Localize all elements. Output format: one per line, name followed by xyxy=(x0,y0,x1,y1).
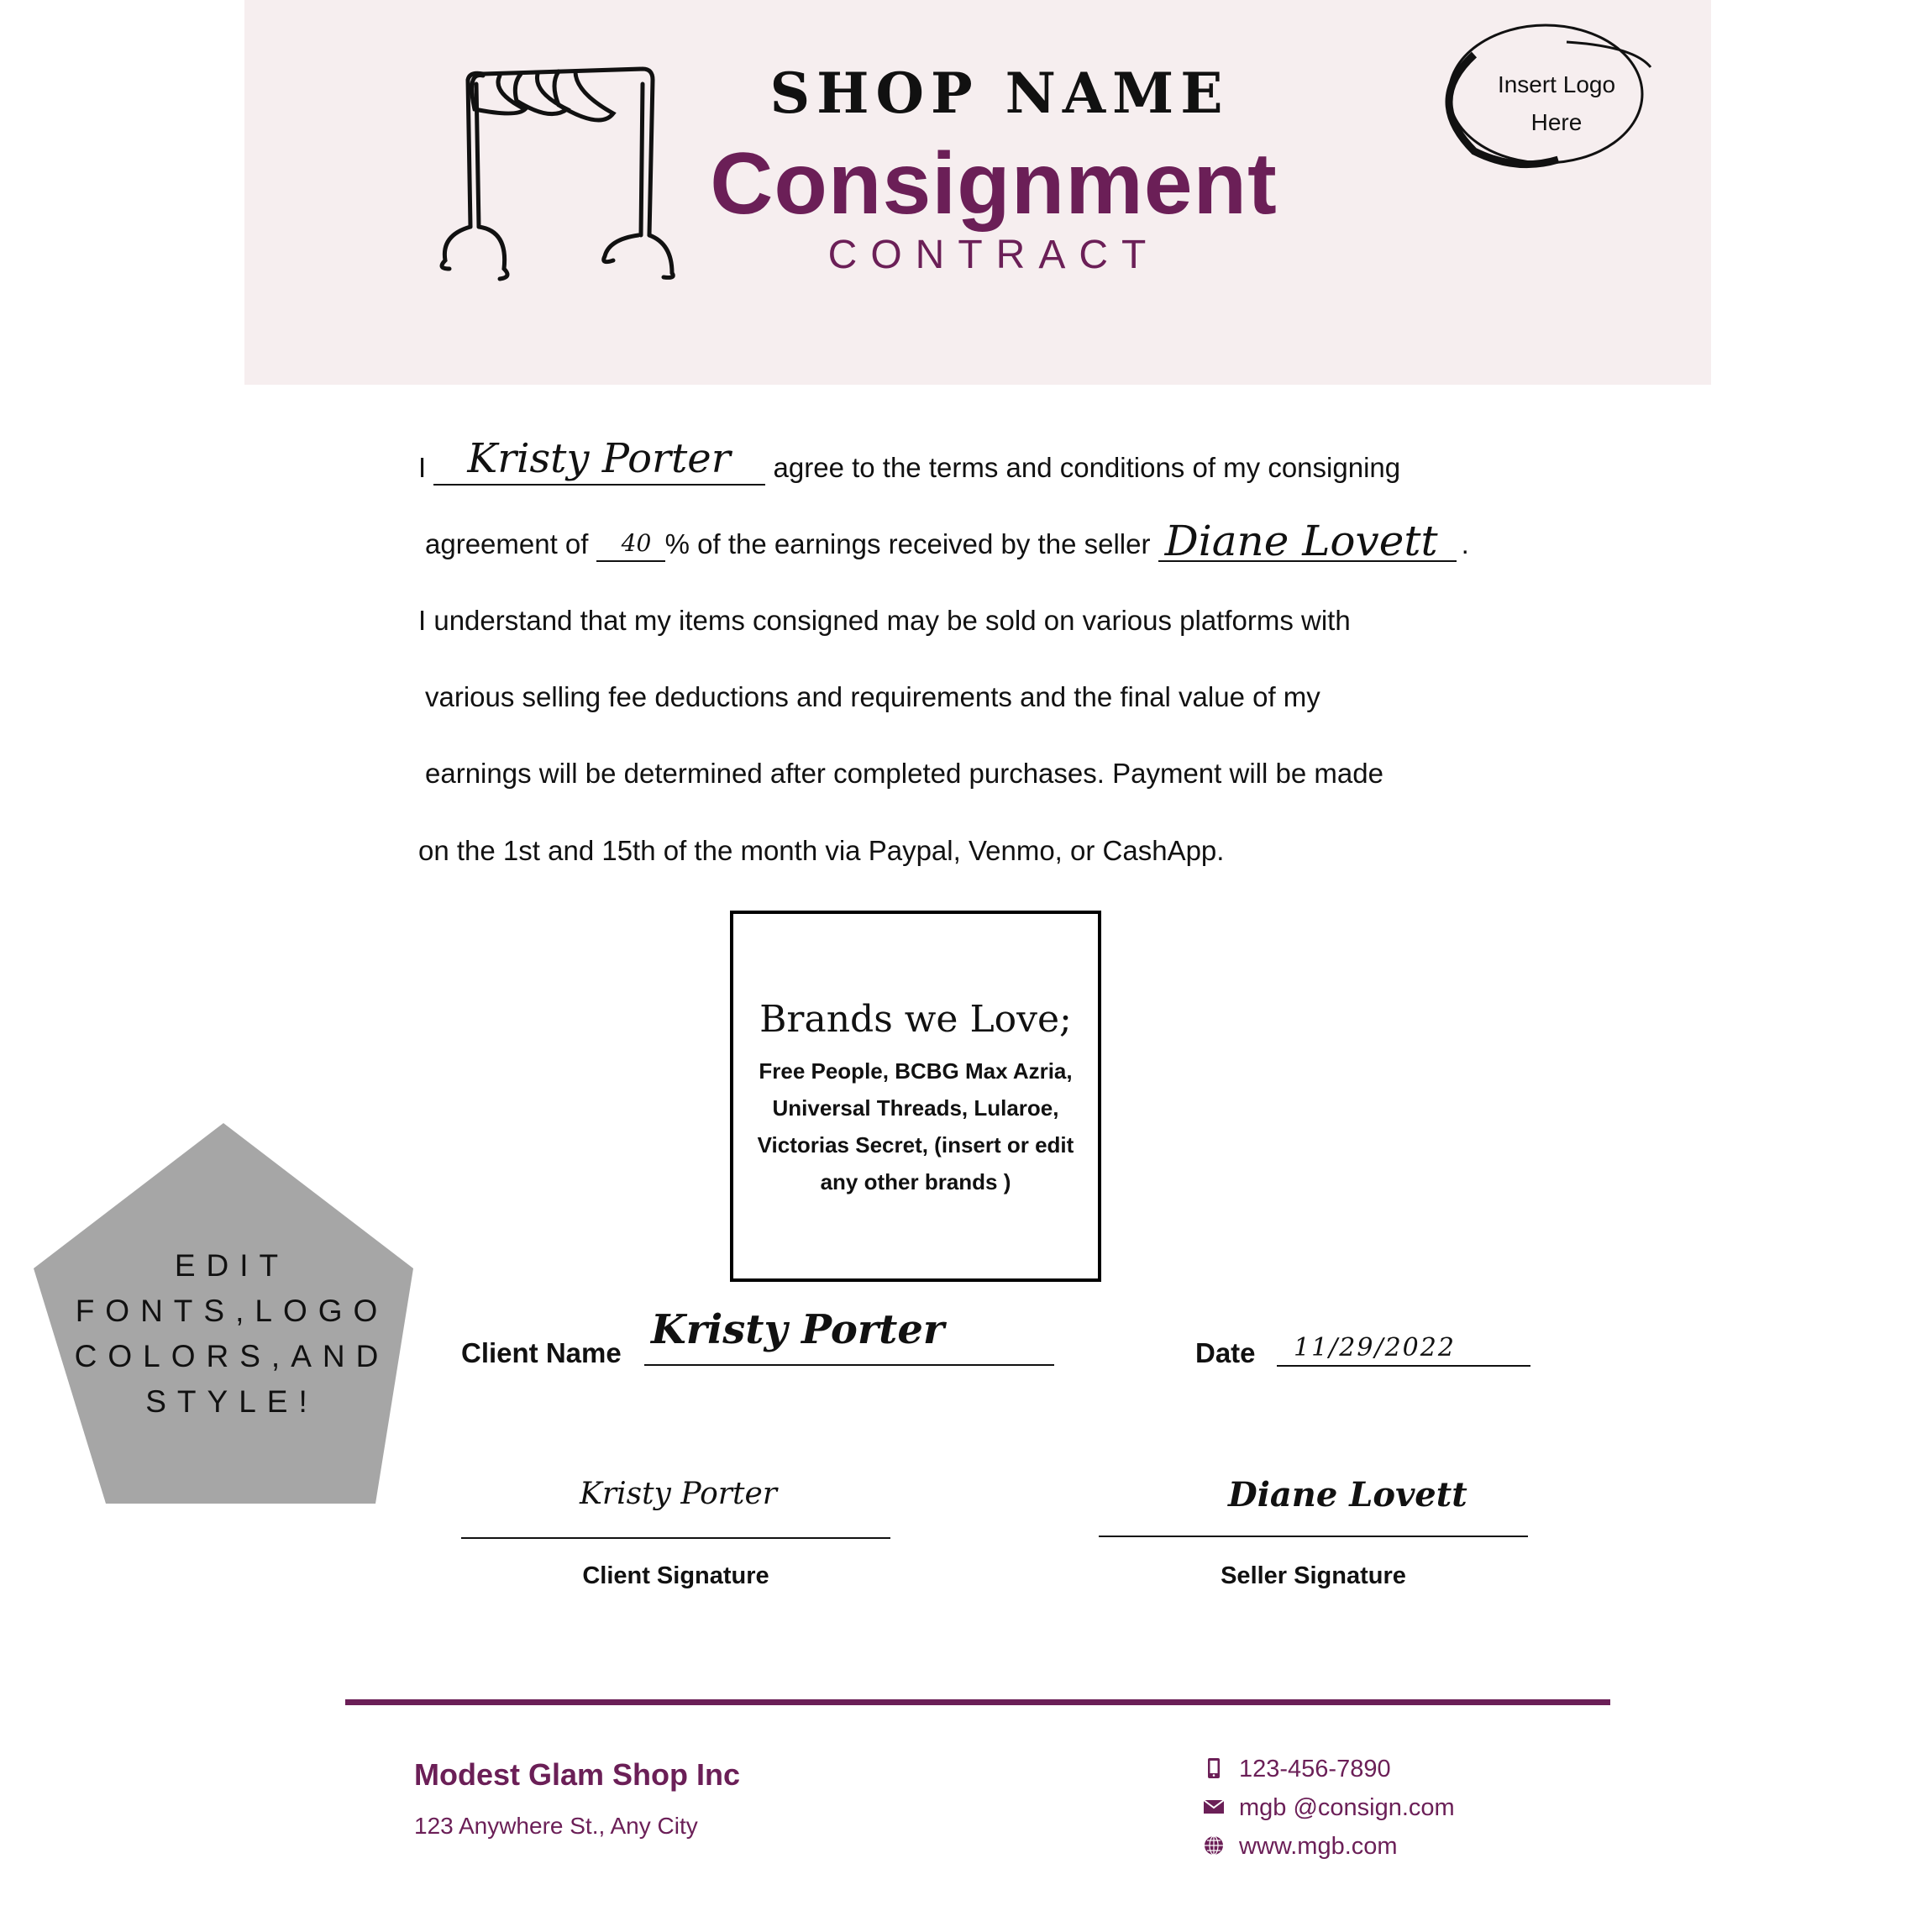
email-icon xyxy=(1203,1796,1225,1818)
agreement-line-3: I understand that my items consigned may be sold on various platforms with xyxy=(418,605,1351,636)
seller-signature-line xyxy=(1099,1536,1528,1537)
brand-line: Universal Threads, Lularoe, xyxy=(772,1095,1059,1121)
callout-pentagon xyxy=(0,0,437,1512)
brand-line: any other brands ) xyxy=(820,1169,1011,1194)
phone-number: 123-456-7890 xyxy=(1239,1756,1391,1782)
brand-line: Victorias Secret, (insert or edit xyxy=(757,1132,1074,1158)
callout-line: STYLE! xyxy=(145,1384,318,1419)
client-name-value: Kristy Porter xyxy=(467,435,731,482)
shop-name: SHOP NAME xyxy=(769,60,1230,126)
period: . xyxy=(1461,528,1469,559)
client-name-label: Client Name xyxy=(461,1337,622,1368)
company-address: 123 Anywhere St., Any City xyxy=(414,1813,698,1839)
footer-divider xyxy=(345,1699,1610,1705)
date-label: Date xyxy=(1195,1337,1256,1368)
client-name-field[interactable] xyxy=(433,435,765,486)
seller-name-value: Diane Lovett xyxy=(1164,517,1438,565)
callout-line: EDIT xyxy=(174,1248,290,1283)
date-entry[interactable]: 11/29/2022 xyxy=(1294,1333,1456,1362)
agreement-i: I xyxy=(418,452,427,483)
client-name-entry[interactable]: Kristy Porter xyxy=(651,1306,945,1353)
agreement-line-6: on the 1st and 15th of the month via Paypal, Venmo, or CashApp. xyxy=(418,835,1225,866)
agreement-text: agreement of xyxy=(425,528,589,559)
company-name: Modest Glam Shop Inc xyxy=(414,1757,741,1792)
date-underline xyxy=(1277,1365,1530,1367)
logo-placeholder-line1: Insert Logo xyxy=(1497,71,1616,97)
brands-title: Brands we Love; xyxy=(759,998,1072,1041)
client-signature-line xyxy=(461,1537,890,1539)
client-name-underline xyxy=(644,1364,1054,1366)
agreement-line-4: various selling fee deductions and requirements and the final value of my xyxy=(425,681,1320,712)
callout-line: COLORS,AND xyxy=(74,1339,390,1373)
brand-line: Free People, BCBG Max Azria, xyxy=(759,1058,1073,1084)
agreement-line-2 xyxy=(425,517,1469,565)
seller-name-field[interactable] xyxy=(1158,517,1457,565)
client-signature-label: Client Signature xyxy=(582,1562,769,1589)
logo-placeholder-line2: Here xyxy=(1530,109,1583,135)
website-url: www.mgb.com xyxy=(1239,1833,1398,1860)
callout-line: FONTS,LOGO xyxy=(75,1294,389,1328)
agreement-line-1 xyxy=(418,435,1401,486)
agreement-line-5: earnings will be determined after completed purchases. Payment will be made xyxy=(425,758,1383,789)
seller-signature-label: Seller Signature xyxy=(1221,1562,1406,1589)
client-signature[interactable]: Kristy Porter xyxy=(580,1477,777,1511)
globe-icon xyxy=(1203,1835,1225,1856)
document-title: Consignment xyxy=(710,135,1278,233)
document-subtitle: CONTRACT xyxy=(827,233,1160,277)
percent-value: 40 xyxy=(621,529,652,557)
agreement-text: agree to the terms and conditions of my consigning xyxy=(773,452,1401,483)
agreement-text: % of the earnings received by the seller xyxy=(664,528,1151,559)
seller-signature[interactable]: Diane Lovett xyxy=(1228,1475,1467,1515)
percent-field[interactable] xyxy=(596,528,665,562)
phone-icon xyxy=(1203,1757,1225,1779)
email-address: mgb @consign.com xyxy=(1239,1794,1455,1821)
brands-box xyxy=(730,911,1101,1282)
